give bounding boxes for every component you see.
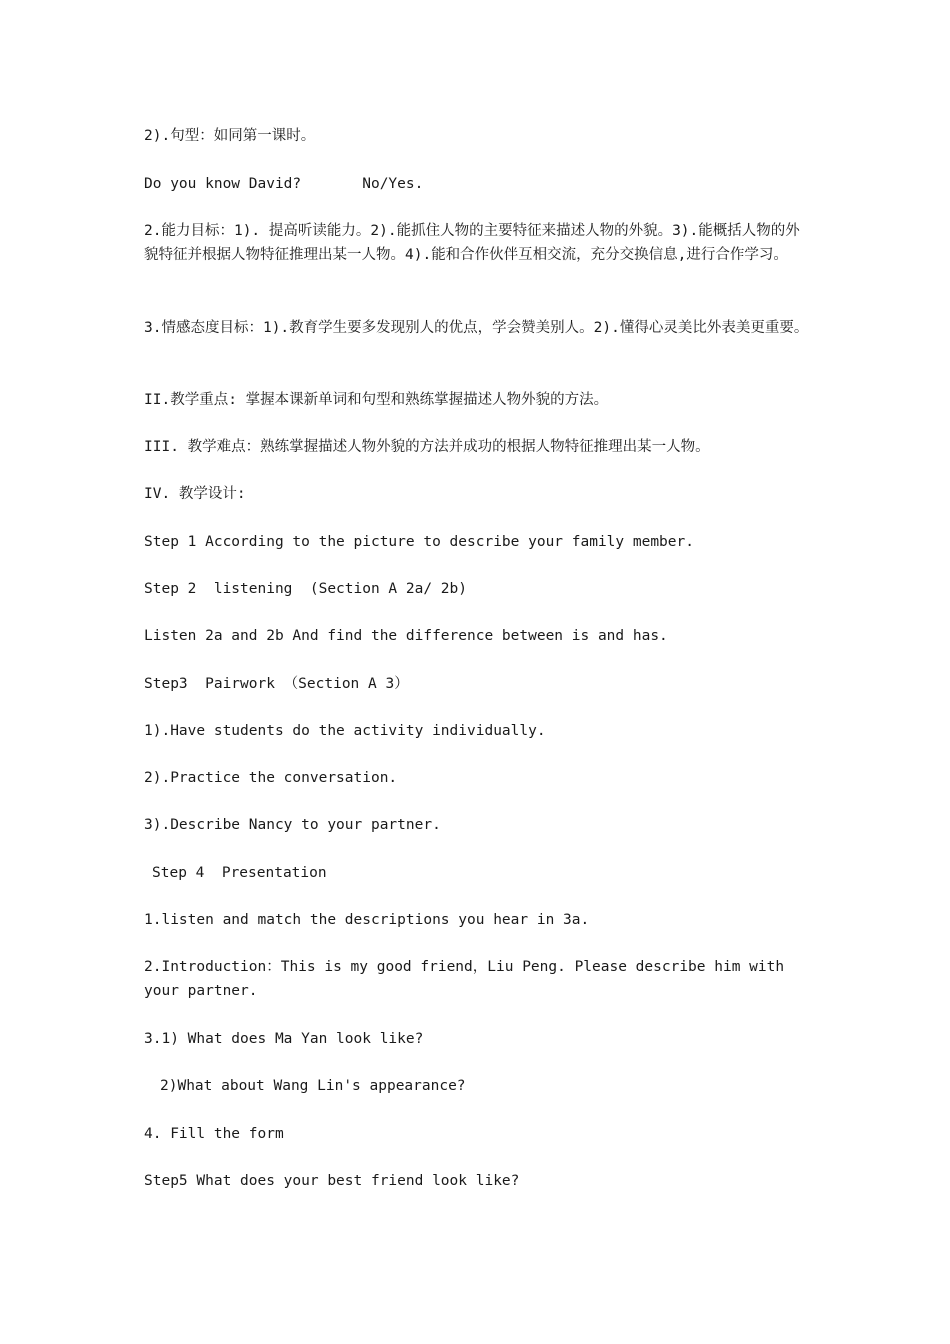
paragraph-step-4-item-3-1: 3.1) What does Ma Yan look like?	[144, 1031, 424, 1047]
paragraph-step-4: Step 4 Presentation	[152, 865, 327, 881]
paragraph-sentence-pattern: 2).句型：如同第一课时。	[144, 128, 316, 144]
paragraph-step-3-item-1: 1).Have students do the activity individually.	[144, 723, 546, 739]
paragraph-teaching-difficulty: III. 教学难点：熟练掌握描述人物外貌的方法并成功的根据人物特征推理出某一人物。	[144, 439, 710, 455]
paragraph-step-4-item-1: 1.listen and match the descriptions you hear in 3a.	[144, 912, 590, 928]
paragraph-step-5: Step5 What does your best friend look like?	[144, 1173, 520, 1189]
paragraph-listen-2a-2b: Listen 2a and 2b And find the difference between is and has.	[144, 628, 668, 644]
paragraph-step-4-item-2: 2.Introduction：This is my good friend，Liu Peng. Please describe him with your partner.	[144, 959, 793, 999]
paragraph-emotion-goals: 3.情感态度目标：1).教育学生要多发现别人的优点，学会赞美别人。2).懂得心灵美比外表美更重要。	[144, 320, 809, 336]
paragraph-step-3: Step3 Pairwork （Section A 3）	[144, 676, 409, 692]
paragraph-step-3-item-2: 2).Practice the conversation.	[144, 770, 398, 786]
paragraph-example-dialogue: Do you know David? No/Yes.	[144, 176, 424, 192]
paragraph-ability-goals: 2.能力目标：1). 提高听读能力。2).能抓住人物的主要特征来描述人物的外貌。3).能概括人物的外貌特征并根据人物特征推理出某一人物。4).能和合作伙伴互相交流，充分交换信息,进行合作学习。	[144, 223, 800, 263]
paragraph-step-4-item-4: 4. Fill the form	[144, 1126, 284, 1142]
paragraph-teaching-design: IV. 教学设计:	[144, 486, 246, 502]
paragraph-step-3-item-3: 3).Describe Nancy to your partner.	[144, 817, 441, 833]
paragraph-teaching-focus: II.教学重点: 掌握本课新单词和句型和熟练掌握描述人物外貌的方法。	[144, 392, 609, 408]
paragraph-step-4-item-3-2: 2)What about Wang Lin's appearance?	[160, 1078, 466, 1094]
paragraph-step-1: Step 1 According to the picture to describe your family member.	[144, 534, 694, 550]
paragraph-step-2: Step 2 listening (Section A 2a/ 2b)	[144, 581, 468, 597]
